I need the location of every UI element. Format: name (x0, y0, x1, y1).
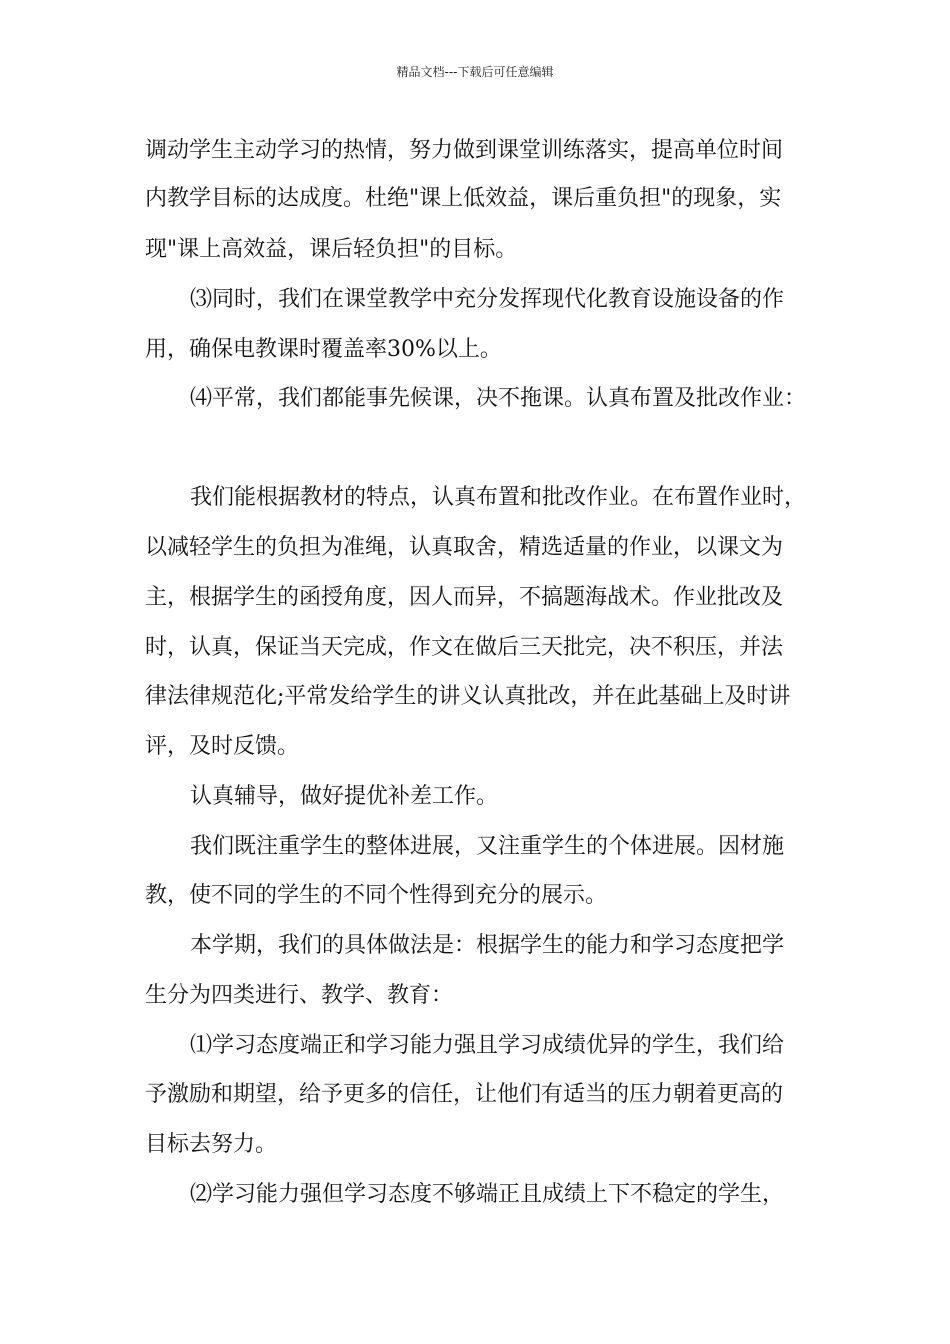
text-line: ⑷平常，我们都能事先候课，决不拖课。认真布置及批改作业： (190, 386, 807, 411)
text-line: 生分为四类进行、教学、教育： (145, 983, 454, 1008)
text-line: ⑵学习能力强但学习态度不够端正且成绩上下不稳定的学生， (190, 1182, 785, 1207)
text-line: 现"课上高效益，课后轻负担"的目标。 (145, 237, 518, 262)
page-header: 精品文档---下载后可任意编辑 (396, 65, 554, 79)
text-line: 本学期，我们的具体做法是：根据学生的能力和学习态度把学 (190, 933, 785, 958)
text-line: 认真辅导，做好提优补差工作。 (190, 784, 499, 809)
text-line: ⑶同时，我们在课堂教学中充分发挥现代化教育设施设备的作 (190, 287, 785, 312)
text-line: 予激励和期望，给予更多的信任，让他们有适当的压力朝着更高的 (145, 1082, 784, 1107)
text-line: 目标去努力。 (145, 1132, 278, 1157)
text-line: 我们既注重学生的整体进展，又注重学生的个体进展。因材施 (190, 834, 785, 859)
text-line: 我们能根据教材的特点，认真布置和批改作业。在布置作业时， (190, 485, 807, 510)
text-line: 教，使不同的学生的不同个性得到充分的展示。 (145, 883, 608, 908)
text-line: 用，确保电教课时覆盖率30%以上。 (145, 337, 502, 362)
text-line: 主，根据学生的函授角度，因人而异，不搞题海战术。作业批改及 (145, 585, 784, 610)
text-line: 评，及时反馈。 (145, 734, 300, 759)
text-line: 律法律规范化;平常发给学生的讲义认真批改，并在此基础上及时讲 (145, 684, 791, 709)
text-line: ⑴学习态度端正和学习能力强且学习成绩优异的学生，我们给 (190, 1033, 785, 1058)
text-line: 调动学生主动学习的热情，努力做到课堂训练落实，提高单位时间 (145, 138, 784, 163)
text-line: 内教学目标的达成度。杜绝"课上低效益，课后重负担"的现象，实 (145, 186, 782, 211)
text-line: 以减轻学生的负担为准绳，认真取舍，精选适量的作业，以课文为 (145, 535, 784, 560)
text-line: 时，认真，保证当天完成，作文在做后三天批完，决不积压，并法 (145, 635, 784, 660)
